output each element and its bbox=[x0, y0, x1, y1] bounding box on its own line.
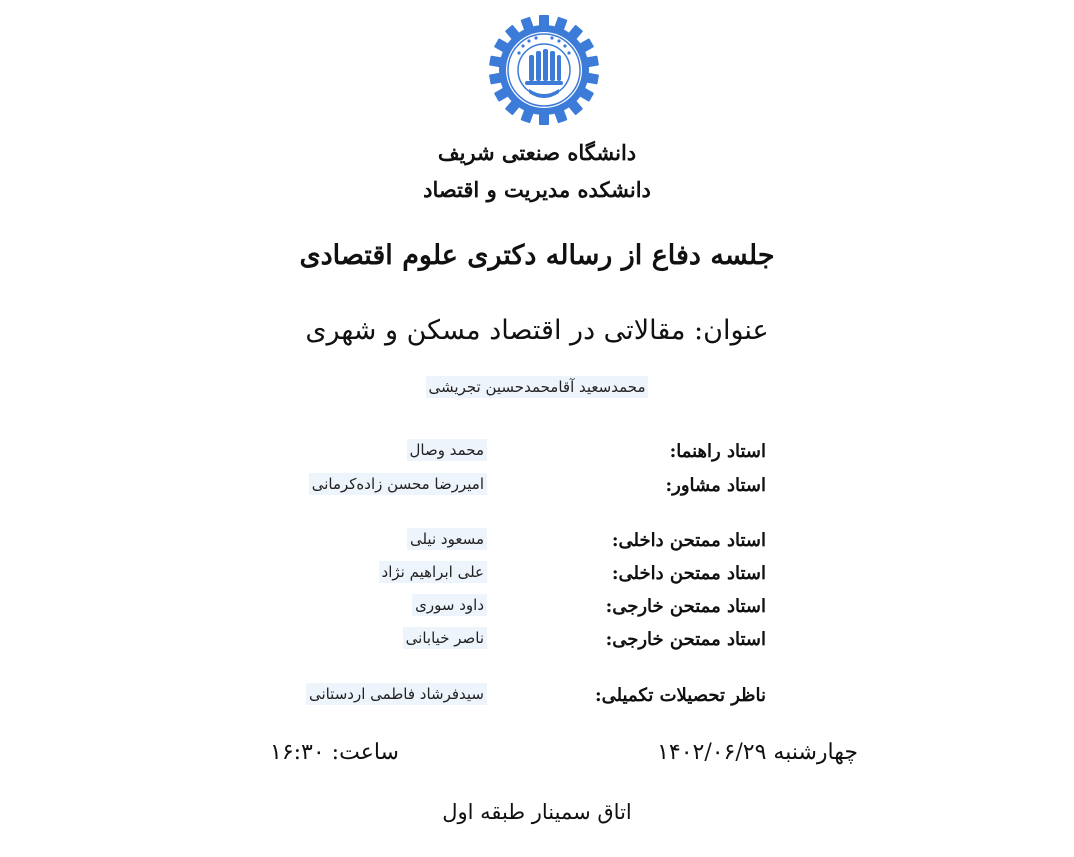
role-advisor: استاد مشاور: bbox=[665, 475, 766, 496]
name-external-examiner-1-text: داود سوری bbox=[412, 594, 487, 616]
name-supervisor-text: محمد وصال bbox=[407, 439, 487, 461]
thesis-title: عنوان: مقالاتی در اقتصاد مسکن و شهری bbox=[305, 315, 769, 346]
name-supervisor bbox=[407, 439, 487, 461]
name-graduate-supervisor bbox=[306, 683, 487, 705]
name-advisor-text: امیررضا محسن زاده‌کرمانی bbox=[309, 473, 487, 495]
name-advisor bbox=[309, 473, 487, 495]
name-internal-examiner-1 bbox=[407, 528, 487, 550]
name-internal-examiner-1-text: مسعود نیلی bbox=[407, 528, 487, 550]
defense-time: ساعت: ۱۶:۳۰ bbox=[270, 740, 399, 765]
faculty-name: دانشکده مدیریت و اقتصاد bbox=[423, 177, 651, 202]
name-internal-examiner-2 bbox=[379, 561, 487, 583]
student-name: محمدسعید آقامحمدحسین تجریشی bbox=[426, 376, 649, 398]
student-name-row bbox=[0, 376, 1074, 398]
name-graduate-supervisor-text: سیدفرشاد فاطمی اردستانی bbox=[306, 683, 487, 705]
name-external-examiner-2 bbox=[403, 627, 487, 649]
role-internal-examiner-2: استاد ممتحن داخلی: bbox=[611, 563, 766, 584]
university-logo bbox=[489, 15, 599, 125]
university-name: دانشگاه صنعتی شریف bbox=[437, 140, 637, 165]
role-external-examiner-2: استاد ممتحن خارجی: bbox=[605, 629, 766, 650]
name-external-examiner-2-text: ناصر خیابانی bbox=[403, 627, 487, 649]
name-external-examiner-1 bbox=[412, 594, 487, 616]
session-title: جلسه دفاع از رساله دکتری علوم اقتصادی bbox=[299, 240, 775, 271]
role-supervisor: استاد راهنما: bbox=[669, 441, 766, 462]
role-internal-examiner-1: استاد ممتحن داخلی: bbox=[611, 530, 766, 551]
name-internal-examiner-2-text: علی ابراهیم نژاد bbox=[379, 561, 487, 583]
role-external-examiner-1: استاد ممتحن خارجی: bbox=[605, 596, 766, 617]
defense-date: چهارشنبه ۱۴۰۲/۰۶/۲۹ bbox=[657, 740, 858, 765]
role-graduate-supervisor: ناظر تحصیلات تکمیلی: bbox=[594, 685, 766, 706]
defense-room: اتاق سمینار طبقه اول bbox=[442, 800, 632, 824]
